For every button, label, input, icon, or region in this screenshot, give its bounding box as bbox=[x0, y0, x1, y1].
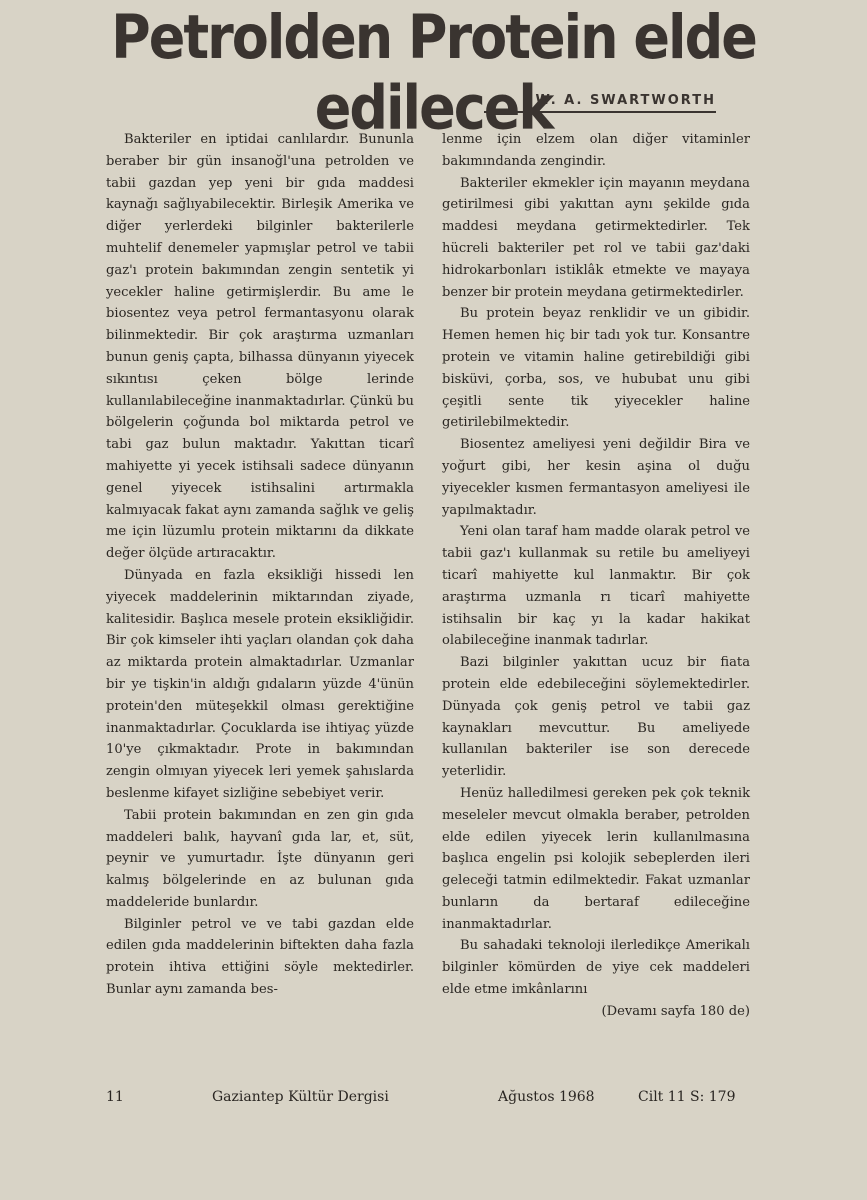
left-column bbox=[106, 129, 414, 1001]
paragraph: Yeni olan taraf ham madde olarak petrol ve tabii gaz'ı kullanmak su retile bu ameliyeyi ticarî mahiyette kul lanmaktır. Bir çok araştırma uzmanla rı ticarî mahiyette istihsalin bir kaç yı la kadar hakikat olabileceğine inanmak tadırlar. bbox=[442, 524, 750, 649]
article-author: W. A. SWARTWORTH bbox=[484, 93, 716, 113]
page-footer bbox=[0, 1089, 867, 1113]
paragraph: Tabii protein bakımından en zen gin gıda maddeleri balık, hayvanî gıda lar, et, süt, peynir ve yumurtadır. İşte dünyanın geri kalmış bölgelerinde en az bulunan gıda maddeleride bunlardır. bbox=[106, 807, 414, 910]
issue-date: Ağustos 1968 bbox=[498, 1089, 595, 1105]
article-title: Petrolden Protein elde edilecek bbox=[111, 2, 756, 144]
paragraph: Bazi bilginler yakıttan ucuz bir fiata protein elde edebileceğini söylemektedirler. Dünyada çok geniş petrol ve tabii gaz kaynakları mevcuttur. Bu ameliyede kullanılan bakteriler ise son derecede yeterlidir. bbox=[442, 655, 750, 780]
paragraph: Dünyada en fazla eksikliği hissedi len yiyecek maddelerinin miktarından ziyade, kalitesidir. Başlıca mesele protein eksikliğidir. Bir çok kimseler ihti yaçları olandan çok daha az miktarda protein almaktadırlar. Uzmanlar bir ye tişkin'in aldığı gıdaların yüzde 4'ünün protein'den müteşekkil olması gerektiğine inanmaktadırlar. Çocuklarda ise ihtiyaç yüzde 10'ye çıkmaktadır. Prote in bakımından zengin olmıyan yiyecek leri yemek şahıslarda beslenme kifayet sizliğine sebebiyet verir. bbox=[106, 567, 414, 801]
issue-volume: Cilt 11 S: 179 bbox=[638, 1089, 736, 1105]
paragraph: Henüz halledilmesi gereken pek çok teknik meseleler mevcut olmakla beraber, petrolden elde edilen yiyecek lerin kullanılmasına başlıca engelin psi kolojik sebeplerden ileri geleceği tatmin edilmektedir. Fakat uzmanlar bunların da bertaraf edileceğine inanmaktadırlar. bbox=[442, 785, 750, 932]
paragraph: Bakteriler ekmekler için mayanın meydana getirilmesi gibi yakıttan aynı şekilde gıda maddesi meydana getirmektedirler. Tek hücreli bakteriler pet rol ve tabii gaz'daki hidrokarbonları istiklâk etmekte ve mayaya benzer bir protein meydana getirmektedirler. bbox=[442, 175, 750, 300]
continuation-note: (Devamı sayfa 180 de) bbox=[601, 1003, 750, 1019]
magazine-name: Gaziantep Kültür Dergisi bbox=[212, 1089, 389, 1105]
page-number: 11 bbox=[106, 1089, 124, 1105]
paragraph: Bilginler petrol ve ve tabi gazdan elde edilen gıda maddelerinin biftekten daha fazla protein ihtiva ettiğini söyle mektedirler. Bunlar aynı zamanda bes- bbox=[106, 916, 414, 998]
paragraph: Biosentez ameliyesi yeni değildir Bira ve yoğurt gibi, her kesin aşina ol duğu yiyecekler kısmen fermantasyon ameliyesi ile yapılmaktadır. bbox=[442, 437, 750, 518]
paragraph: Bu protein beyaz renklidir ve un gibidir. Hemen hemen hiç bir tadı yok tur. Konsantre protein ve vitamin haline getirebildiği gibi bisküvi, çorba, sos, ve hububat unu gibi çeşitli sente tik yiyecekler haline getirilebilmektedir. bbox=[442, 306, 750, 431]
paragraph: Bu sahadaki teknoloji ilerledikçe Amerikalı bilginler kömürden de yiye cek maddeleri elde etme imkânlarını bbox=[442, 938, 750, 998]
paragraph: Bakteriler en iptidai canlılardır. Bununla beraber bir gün insanoğl'una petrolden ve tabii gazdan yep yeni bir gıda maddesi kaynağı sağlıyabilecektir. Birleşik Amerika ve diğer yerlerdeki bilginler bakterilerle muhtelif denemeler yapmışlar petrol ve tabii gaz'ı protein bakımından zengin sentetik yi yecekler haline getirmişlerdir. Bu ame le biosentez veya petrol fermantasyonu olarak bilinmektedir. Bir çok araştırma uzmanları bunun geniş çapta, bilhassa dünyanın yiyecek sıkıntısı çeken bölge lerinde kullanılabileceğine inanmaktadırlar. Çünkü bu bölgelerin çoğunda bol miktarda petrol ve tabi gaz bulun maktadır. Yakıttan ticarî mahiyette yi yecek istihsali sadece dünyanın genel yiyecek istihsalini artırmakla kalmıyacak fakat aynı zamanda sağlık ve geliş me için lüzumlu protein miktarını da dikkate değer ölçüde artıracaktır. bbox=[106, 132, 414, 562]
paragraph: lenme için elzem olan diğer vitaminler bakımındanda zengindir. bbox=[442, 132, 750, 169]
right-column bbox=[442, 129, 750, 1023]
